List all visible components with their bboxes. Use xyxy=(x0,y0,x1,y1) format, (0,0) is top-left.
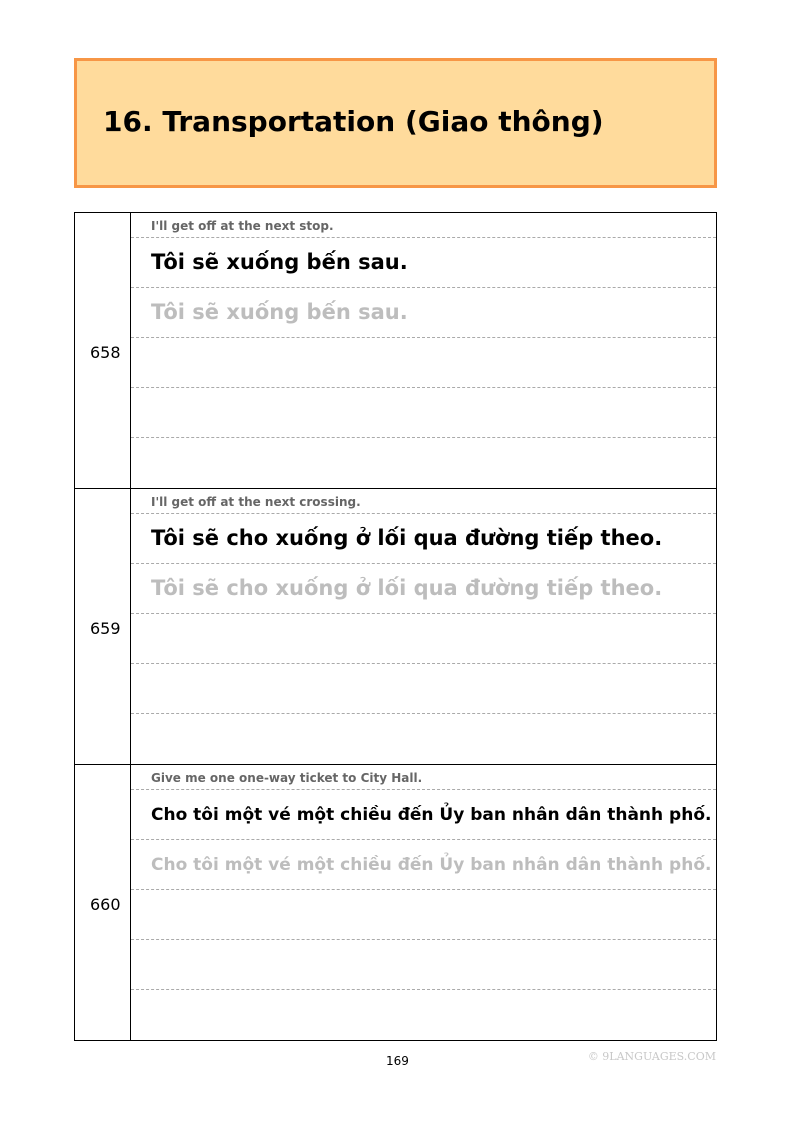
blank-writing-line xyxy=(131,990,716,1040)
entry-number-cell xyxy=(74,213,131,488)
writing-lines xyxy=(131,489,717,764)
copyright-notice: © 9LANGUAGES.COM xyxy=(587,1050,716,1063)
blank-writing-line xyxy=(131,338,716,388)
english-sentence: I'll get off at the next stop. xyxy=(151,219,334,233)
blank-writing-line xyxy=(131,388,716,438)
blank-writing-line xyxy=(131,438,716,488)
entry-number-cell xyxy=(74,765,131,1040)
entry-number-cell xyxy=(74,489,131,764)
entry-659 xyxy=(74,489,717,765)
vietnamese-row xyxy=(131,790,716,840)
page-number: 169 xyxy=(386,1054,409,1068)
english-sentence: I'll get off at the next crossing. xyxy=(151,495,361,509)
english-row xyxy=(131,765,716,790)
english-sentence: Give me one one-way ticket to City Hall. xyxy=(151,771,423,785)
entry-number: 659 xyxy=(90,619,121,638)
blank-writing-line xyxy=(131,714,716,764)
section-title: 16. Transportation (Giao thông) xyxy=(103,105,604,138)
practice-table xyxy=(74,212,717,1041)
vietnamese-sentence: Tôi sẽ cho xuống ở lối qua đường tiếp theo. xyxy=(151,526,663,550)
blank-writing-line xyxy=(131,940,716,990)
vietnamese-row xyxy=(131,238,716,288)
writing-lines xyxy=(131,765,717,1040)
trace-row xyxy=(131,840,716,890)
blank-writing-line xyxy=(131,614,716,664)
trace-sentence: Tôi sẽ xuống bến sau. xyxy=(151,300,408,324)
trace-row xyxy=(131,288,716,338)
trace-sentence: Tôi sẽ cho xuống ở lối qua đường tiếp theo. xyxy=(151,576,663,600)
blank-writing-line xyxy=(131,890,716,940)
trace-row xyxy=(131,564,716,614)
writing-lines xyxy=(131,213,717,488)
entry-number: 658 xyxy=(90,343,121,362)
entry-number: 660 xyxy=(90,895,121,914)
trace-sentence: Cho tôi một vé một chiều đến Ủy ban nhân dân thành phố. xyxy=(151,855,712,875)
vietnamese-sentence: Tôi sẽ xuống bến sau. xyxy=(151,250,408,274)
entry-660 xyxy=(74,765,717,1041)
english-row xyxy=(131,213,716,238)
section-title-box xyxy=(74,58,717,188)
vietnamese-row xyxy=(131,514,716,564)
entry-658 xyxy=(74,213,717,489)
english-row xyxy=(131,489,716,514)
blank-writing-line xyxy=(131,664,716,714)
vietnamese-sentence: Cho tôi một vé một chiều đến Ủy ban nhân dân thành phố. xyxy=(151,805,712,825)
